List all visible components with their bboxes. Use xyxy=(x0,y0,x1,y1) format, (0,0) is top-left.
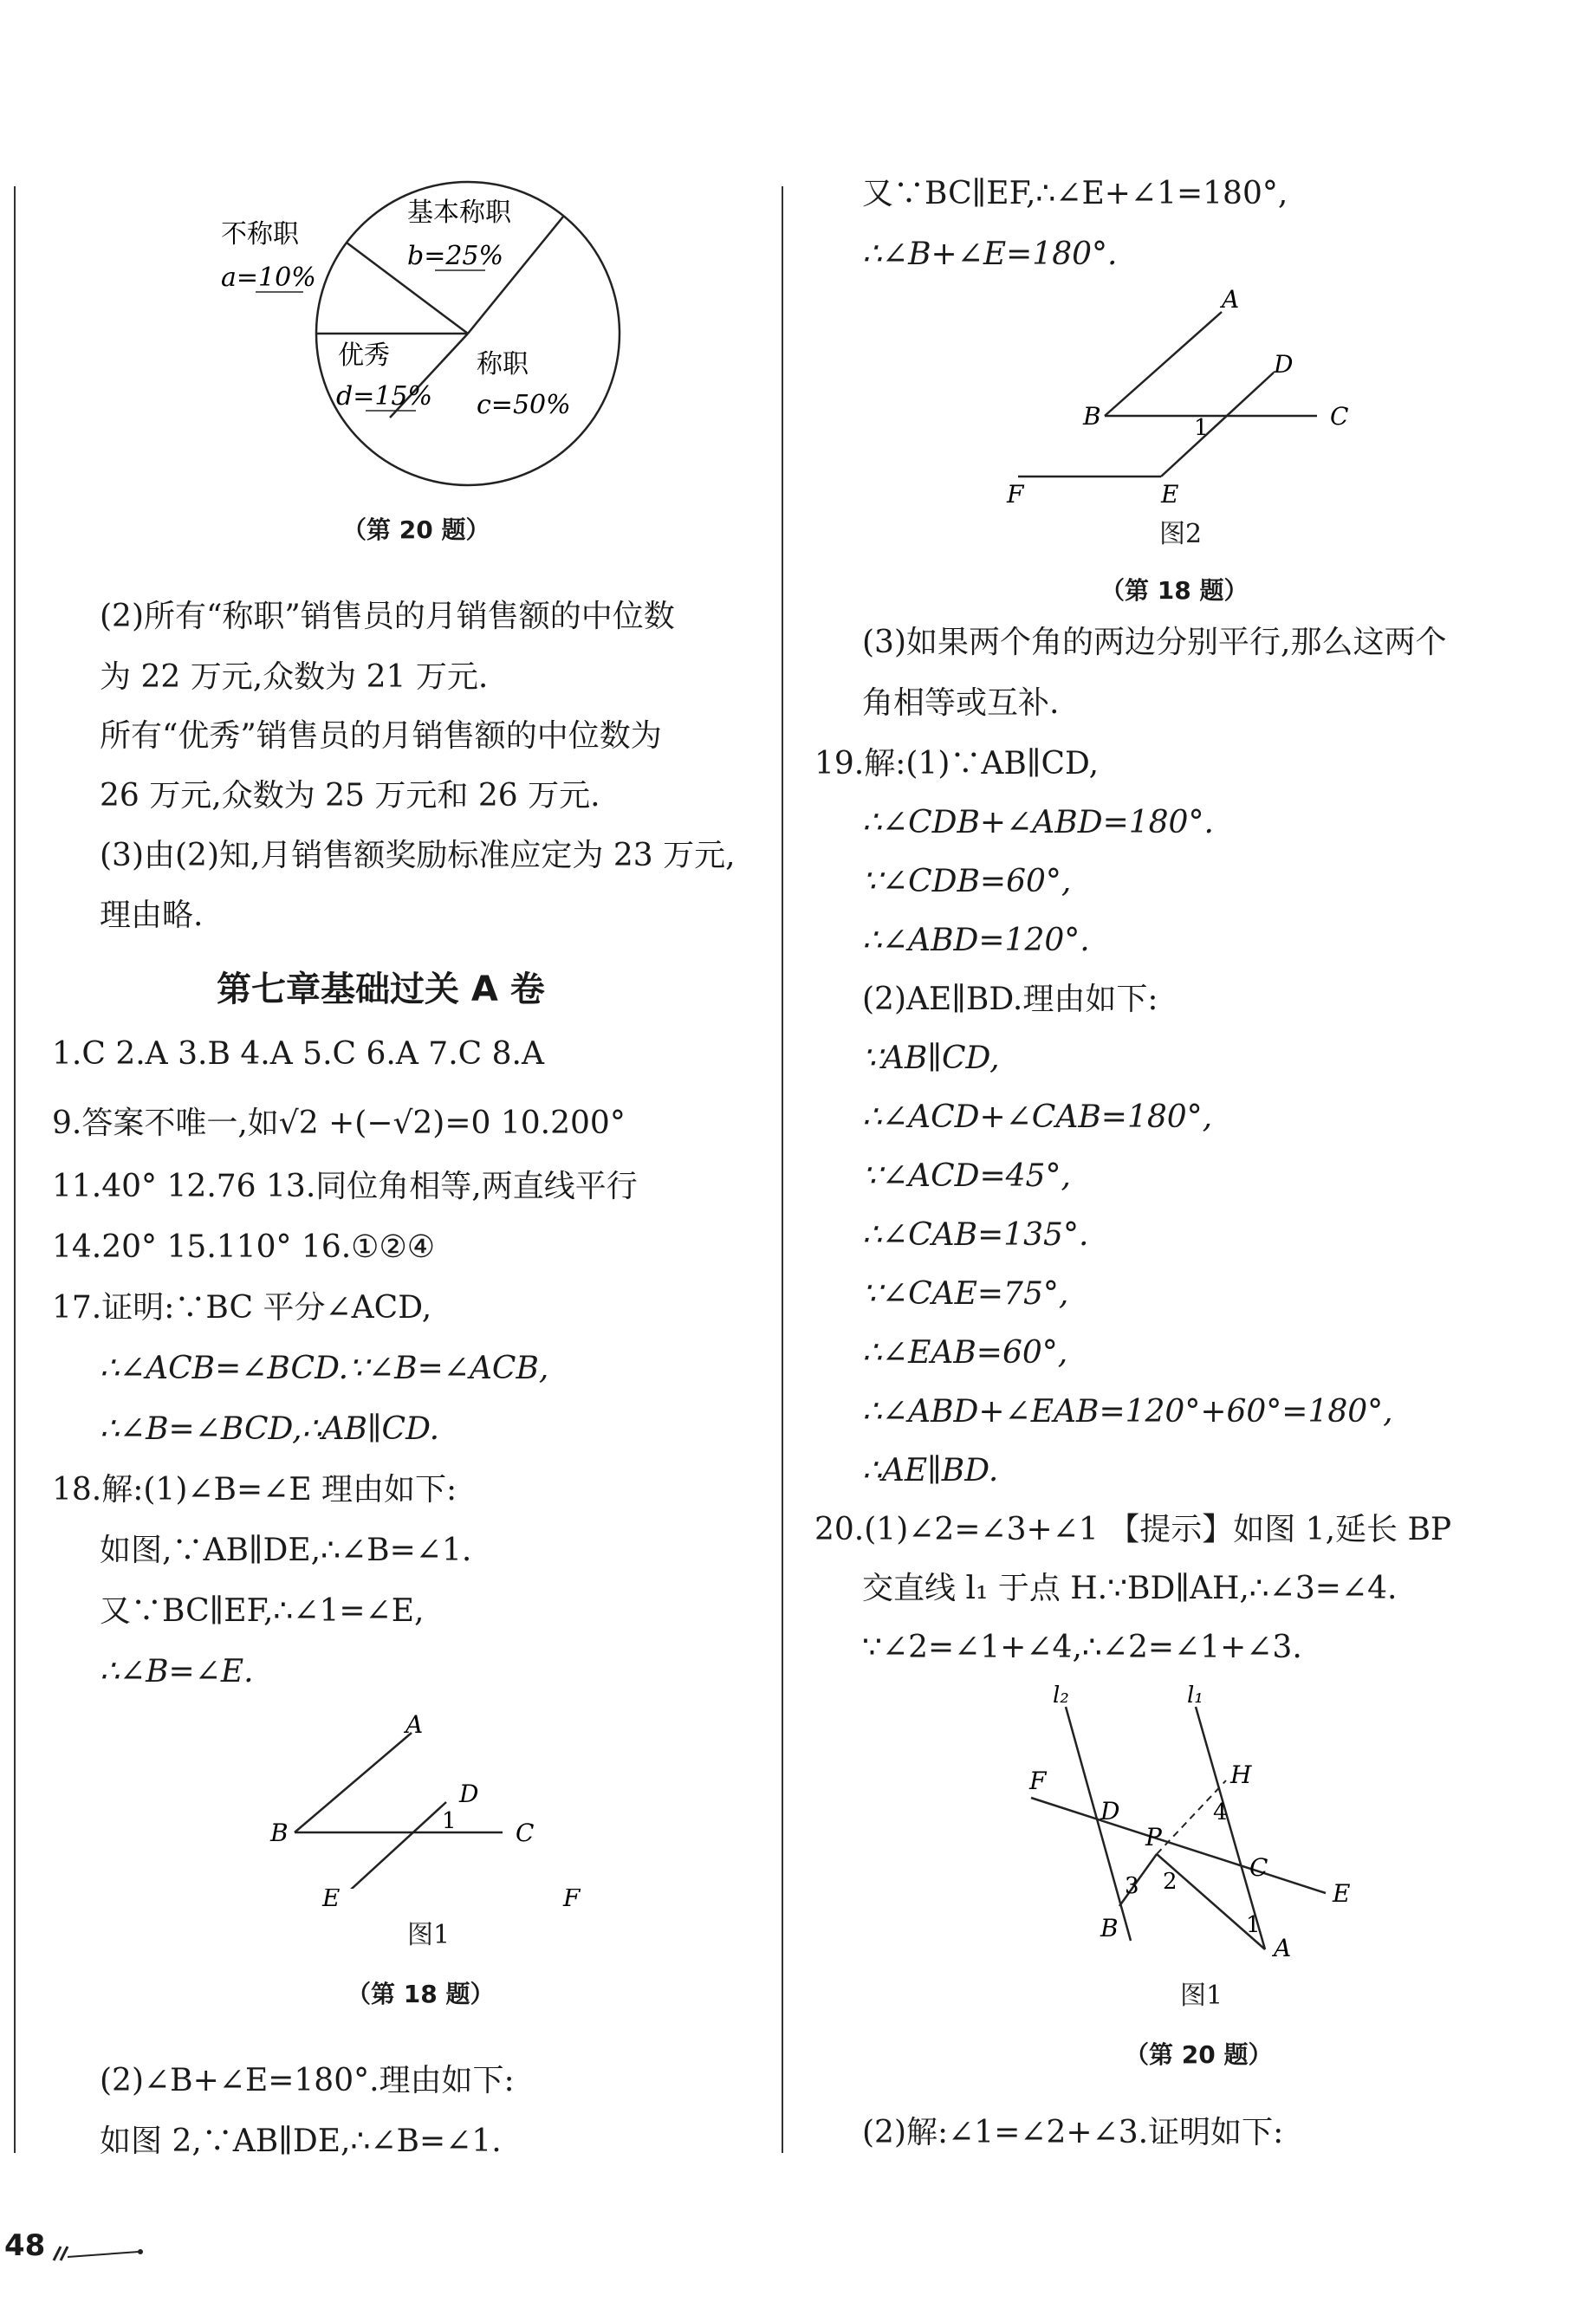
pie-label-jibenchengzhi: 基本称职 xyxy=(407,198,511,228)
q18-line-4: ∴∠B=∠E. xyxy=(100,1654,254,1689)
q20-line-4: (2)解:∠1=∠2+∠3.证明如下: xyxy=(862,2115,1284,2150)
fig1-label-1: 1 xyxy=(442,1808,457,1834)
page-number: 48 xyxy=(4,2228,46,2263)
q19-line-8: ∵∠ACD=45°, xyxy=(862,1158,1071,1194)
fig3-label-3: 3 xyxy=(1125,1873,1139,1899)
q18-line-2: 如图,∵AB∥DE,∴∠B=∠1. xyxy=(100,1533,472,1568)
fig1-label-c: C xyxy=(516,1819,535,1847)
q19-line-4: ∴∠ABD=120°. xyxy=(862,923,1090,958)
pie-divider-4 xyxy=(468,217,563,334)
fig3-label-2: 2 xyxy=(1163,1869,1178,1895)
fig1-label-e: E xyxy=(322,1889,341,1912)
fig1-label-f: F xyxy=(563,1889,581,1912)
pie-label-youxiu: 优秀 xyxy=(338,340,390,371)
q19-line-11: ∴∠EAB=60°, xyxy=(862,1335,1068,1371)
answers-11-13: 11.40° 12.76 13.同位角相等,两直线平行 xyxy=(52,1169,638,1204)
column-divider xyxy=(782,186,783,2153)
q20-line-3: ∵∠2=∠1+∠4,∴∠2=∠1+∠3. xyxy=(862,1630,1302,1665)
left-margin-rule xyxy=(14,186,16,2153)
q19-line-6: ∵AB∥CD, xyxy=(862,1041,1000,1076)
pie-value-c: c=50% xyxy=(477,390,571,420)
q20-line-2: 交直线 l₁ 于点 H.∵BD∥AH,∴∠3=∠4. xyxy=(862,1571,1398,1606)
fig2-label-a: A xyxy=(1222,286,1240,314)
fig3-label-l1: l₁ xyxy=(1187,1683,1203,1709)
right-line-1: 又∵BC∥EF,∴∠E+∠1=180°, xyxy=(862,176,1288,211)
page-ornament xyxy=(52,2240,147,2266)
left-p2: 为 22 万元,众数为 21 万元. xyxy=(100,659,489,695)
fig1-label-a: A xyxy=(405,1710,424,1739)
q19-line-1: 19.解:(1)∵AB∥CD, xyxy=(814,746,1100,781)
fig3-label-l2: l₂ xyxy=(1053,1683,1069,1709)
q20-line-1: 20.(1)∠2=∠3+∠1 【提示】如图 1,延长 BP xyxy=(814,1512,1452,1547)
fig1-line-ed xyxy=(342,1802,446,1889)
fig3-caption: （第 20 题） xyxy=(1125,2040,1273,2069)
fig2-title: 图2 xyxy=(1159,519,1203,549)
right-line-2: ∴∠B+∠E=180°. xyxy=(862,237,1118,272)
fig3-label-h: H xyxy=(1230,1761,1252,1789)
fig3-title: 图1 xyxy=(1180,1981,1223,2011)
pie-value-b: b=25% xyxy=(407,241,504,271)
fig3-label-4: 4 xyxy=(1213,1799,1228,1825)
left-p6: 理由略. xyxy=(100,898,204,933)
fig3-label-c: C xyxy=(1249,1853,1268,1882)
fig2-label-b: B xyxy=(1083,402,1101,431)
answers-9-10: 9.答案不唯一,如√2 +(−√2)=0 10.200° xyxy=(52,1106,626,1141)
fig1-caption: （第 18 题） xyxy=(347,1980,495,2008)
left-p5: (3)由(2)知,月销售额奖励标准应定为 23 万元, xyxy=(100,838,736,873)
right-line-4: 角相等或互补. xyxy=(862,685,1060,721)
q19-line-3: ∵∠CDB=60°, xyxy=(862,864,1072,899)
pie-label-buchengzhi: 不称职 xyxy=(221,219,299,250)
pie-value-a: a=10% xyxy=(221,263,316,293)
figure-18-2 xyxy=(996,286,1360,511)
fig1-line-ba xyxy=(295,1733,412,1832)
q17-line-1: 17.证明:∵BC 平分∠ACD, xyxy=(52,1290,432,1326)
q19-line-7: ∴∠ACD+∠CAB=180°, xyxy=(862,1099,1213,1135)
q19-line-9: ∴∠CAB=135°. xyxy=(862,1217,1089,1253)
fig3-label-a: A xyxy=(1274,1934,1292,1962)
answers-1-8: 1.C 2.A 3.B 4.A 5.C 6.A 7.C 8.A xyxy=(52,1036,544,1072)
fig1-label-b: B xyxy=(270,1819,289,1847)
fig3-label-e: E xyxy=(1333,1879,1351,1908)
figure-18-1 xyxy=(260,1707,607,1889)
q17-line-3: ∴∠B=∠BCD,∴AB∥CD. xyxy=(100,1411,440,1447)
fig2-label-d: D xyxy=(1274,350,1294,379)
left-p3: 所有“优秀”销售员的月销售额的中位数为 xyxy=(100,718,662,754)
q19-line-12: ∴∠ABD+∠EAB=120°+60°=180°, xyxy=(862,1394,1393,1430)
fig3-label-1: 1 xyxy=(1246,1912,1261,1938)
answers-14-16: 14.20° 15.110° 16.①②④ xyxy=(52,1229,435,1265)
fig2-label-e: E xyxy=(1161,480,1179,509)
q19-line-10: ∵∠CAE=75°, xyxy=(862,1276,1069,1312)
fig3-label-d: D xyxy=(1100,1797,1120,1825)
fig2-label-c: C xyxy=(1330,402,1349,431)
pie-caption: （第 20 题） xyxy=(342,516,490,544)
fig1-title: 图1 xyxy=(407,1920,451,1950)
q18-line-6: 如图 2,∵AB∥DE,∴∠B=∠1. xyxy=(100,2124,502,2159)
pie-label-chengzhi: 称职 xyxy=(477,349,529,379)
fig3-label-f: F xyxy=(1029,1767,1047,1795)
left-p1: (2)所有“称职”销售员的月销售额的中位数 xyxy=(100,599,675,634)
q18-line-5: (2)∠B+∠E=180°.理由如下: xyxy=(100,2063,515,2098)
pie-chart xyxy=(199,178,650,516)
fig3-label-p: P xyxy=(1145,1823,1162,1851)
fig2-label-1: 1 xyxy=(1194,415,1209,441)
q19-line-13: ∴AE∥BD. xyxy=(862,1453,999,1488)
fig2-line-ed xyxy=(1161,373,1274,477)
q18-line-1: 18.解:(1)∠B=∠E 理由如下: xyxy=(52,1472,457,1508)
left-p4: 26 万元,众数为 25 万元和 26 万元. xyxy=(100,778,600,814)
fig2-caption: （第 18 题） xyxy=(1100,576,1249,605)
fig2-line-ba xyxy=(1105,312,1222,416)
chapter-heading: 第七章基础过关 A 卷 xyxy=(217,969,545,1009)
q17-line-2: ∴∠ACB=∠BCD.∵∠B=∠ACB, xyxy=(100,1351,549,1386)
q19-line-2: ∴∠CDB+∠ABD=180°. xyxy=(862,805,1214,840)
fig3-label-b: B xyxy=(1100,1914,1119,1942)
figure-20-1 xyxy=(1014,1681,1378,1975)
fig2-label-f: F xyxy=(1007,480,1024,509)
fig1-label-d: D xyxy=(459,1780,479,1808)
pie-value-d: d=15% xyxy=(336,381,433,412)
q18-line-3: 又∵BC∥EF,∴∠1=∠E, xyxy=(100,1593,425,1629)
fig3-line-fe xyxy=(1031,1798,1326,1893)
q19-line-5: (2)AE∥BD.理由如下: xyxy=(862,982,1158,1017)
right-line-3: (3)如果两个角的两边分别平行,那么这两个 xyxy=(862,625,1447,660)
